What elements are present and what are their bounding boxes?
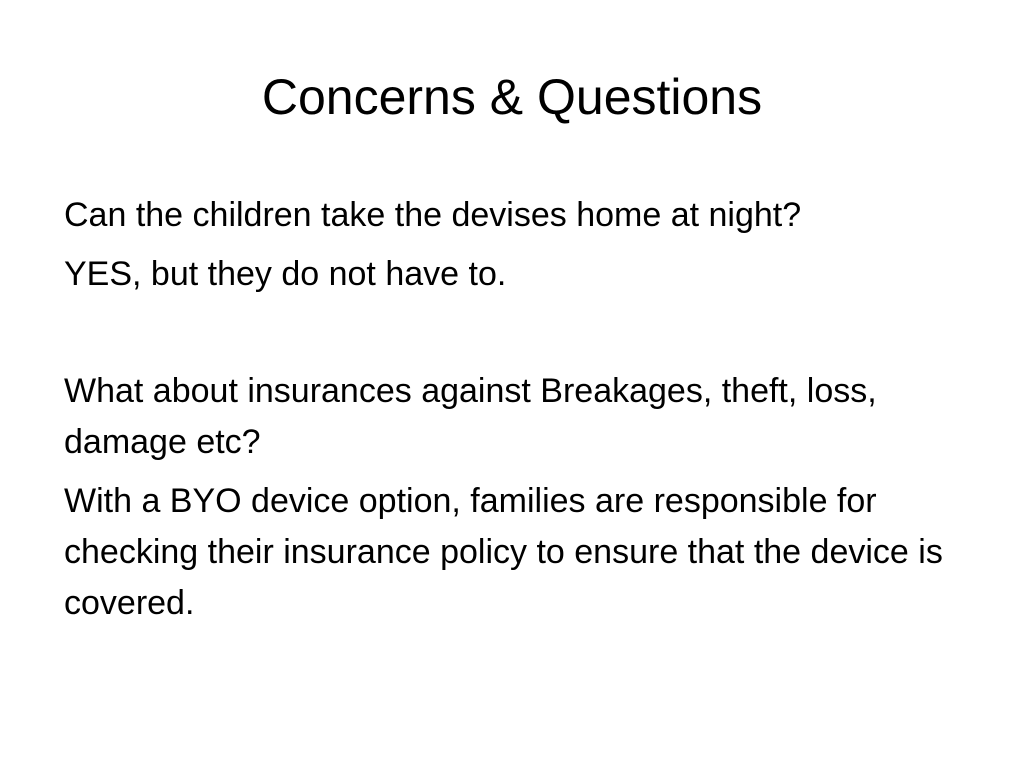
slide-title: Concerns & Questions: [261, 69, 763, 125]
slide-body: [64, 190, 964, 637]
paragraph-spacer: [64, 308, 964, 366]
question-insurance: What about insurances against Breakages, theft, loss, damage etc?: [64, 372, 877, 461]
question-take-home: Can the children take the devises home at night?: [64, 196, 802, 234]
answer-insurance: With a BYO device option, families are responsible for checking their insurance policy to ensure that the device is covered.: [64, 482, 943, 622]
answer-take-home: YES, but they do not have to.: [64, 255, 507, 293]
